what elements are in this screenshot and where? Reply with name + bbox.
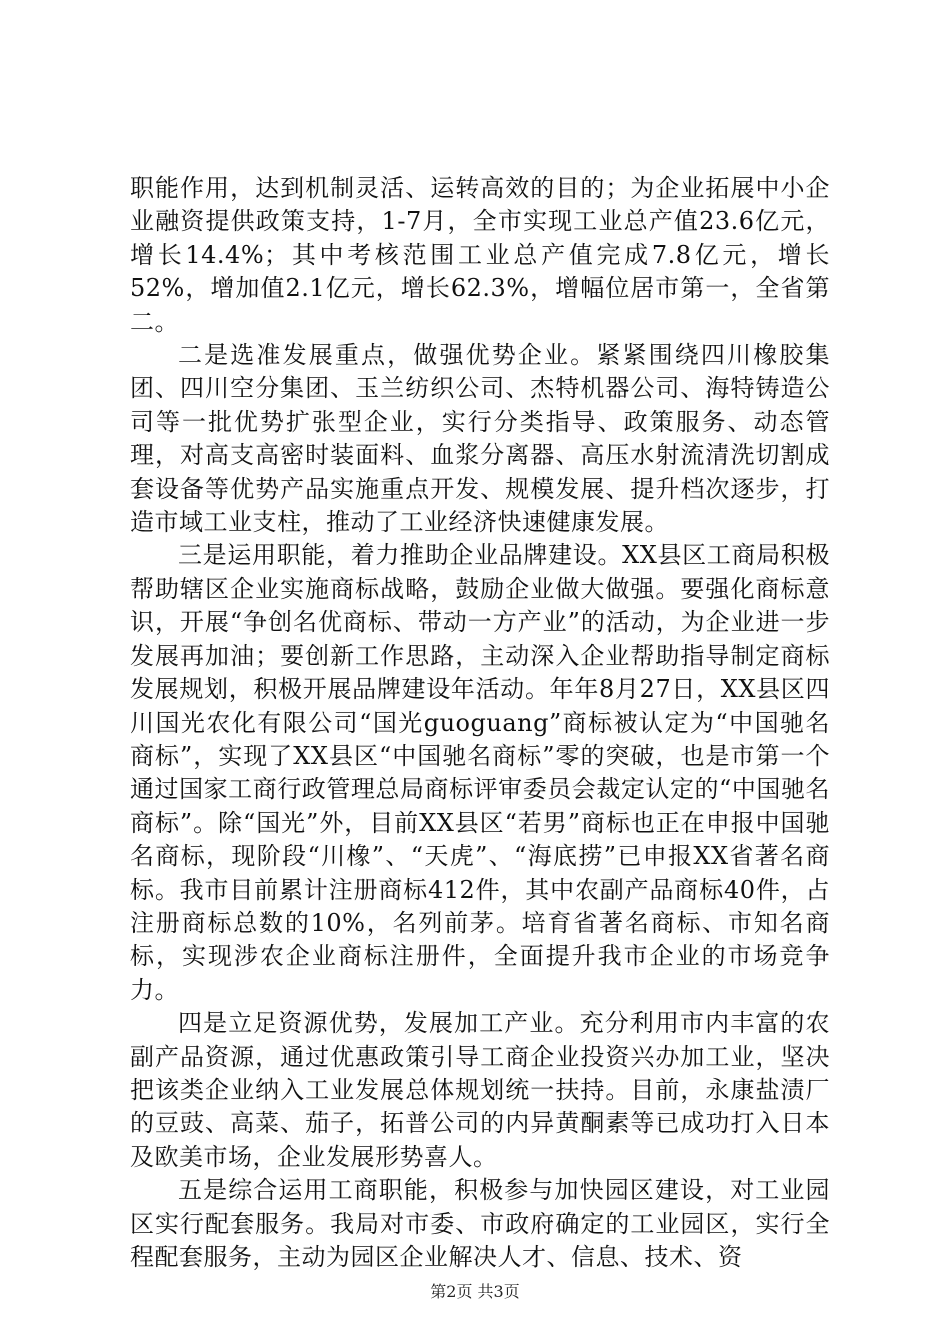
paragraph-4: 四是立足资源优势，发展加工产业。充分利用市内丰富的农副产品资源，通过优惠政策引导工商企业投资兴办加工业，坚决把该类企业纳入工业发展总体规划统一扶持。目前，永康盐渍厂的豆豉、高菜、茄子，拓普公司的内异黄酮素等已成功打入日本及欧美市场，企业发展形势喜人。: [130, 1009, 830, 1171]
page-footer: 第2页 共3页: [430, 1282, 520, 1301]
paragraph-3: 三是运用职能，着力推助企业品牌建设。XX县区工商局积极帮助辖区企业实施商标战略，鼓励企业做大做强。要强化商标意识，开展“争创名优商标、带动一方产业”的活动，为企业进一步发展再加油；要创新工作思路，主动深入企业帮助指导制定商标发展规划，积极开展品牌建设年活动。年年8月27日，XX县区四川国光农化有限公司“国光guoguang”商标被认定为“中国驰名商标”，实现了XX县区“中国驰名商标”零的突破，也是市第一个通过国家工商行政管理总局商标评审委员会裁定认定的“中国驰名商标”。除“国光”外，目前XX县区“若男”商标也正在申报中国驰名商标，现阶段“川橡”、“天虎”、“海底捞”已申报XX省著名商标。我市目前累计注册商标412件，其中农副产品商标40件，占注册商标总数的10%，名列前茅。培育省著名商标、市知名商标，实现涉农企业商标注册件，全面提升我市企业的市场竞争力。: [130, 541, 830, 1004]
paragraph-1: 职能作用，达到机制灵活、运转高效的目的；为企业拓展中小企业融资提供政策支持，1-7月，全市实现工业总产值23.6亿元，增长14.4%；其中考核范围工业总产值完成7.8亿元，增长52%，增加值2.1亿元，增长62.3%，增幅位居市第一，全省第二。: [130, 174, 830, 336]
paragraph-2: 二是选准发展重点，做强优势企业。紧紧围绕四川橡胶集团、四川空分集团、玉兰纺织公司、杰特机器公司、海特铸造公司等一批优势扩张型企业，实行分类指导、政策服务、动态管理，对高支高密时装面料、血浆分离器、高压水射流清洗切割成套设备等优势产品实施重点开发、规模发展、提升档次逐步，打造市域工业支柱，推动了工业经济快速健康发展。: [130, 341, 830, 537]
document-body: [130, 172, 830, 1274]
paragraph-5: 五是综合运用工商职能，积极参与加快园区建设，对工业园区实行配套服务。我局对市委、市政府确定的工业园区，实行全程配套服务，主动为园区企业解决人才、信息、技术、资: [130, 1176, 830, 1271]
